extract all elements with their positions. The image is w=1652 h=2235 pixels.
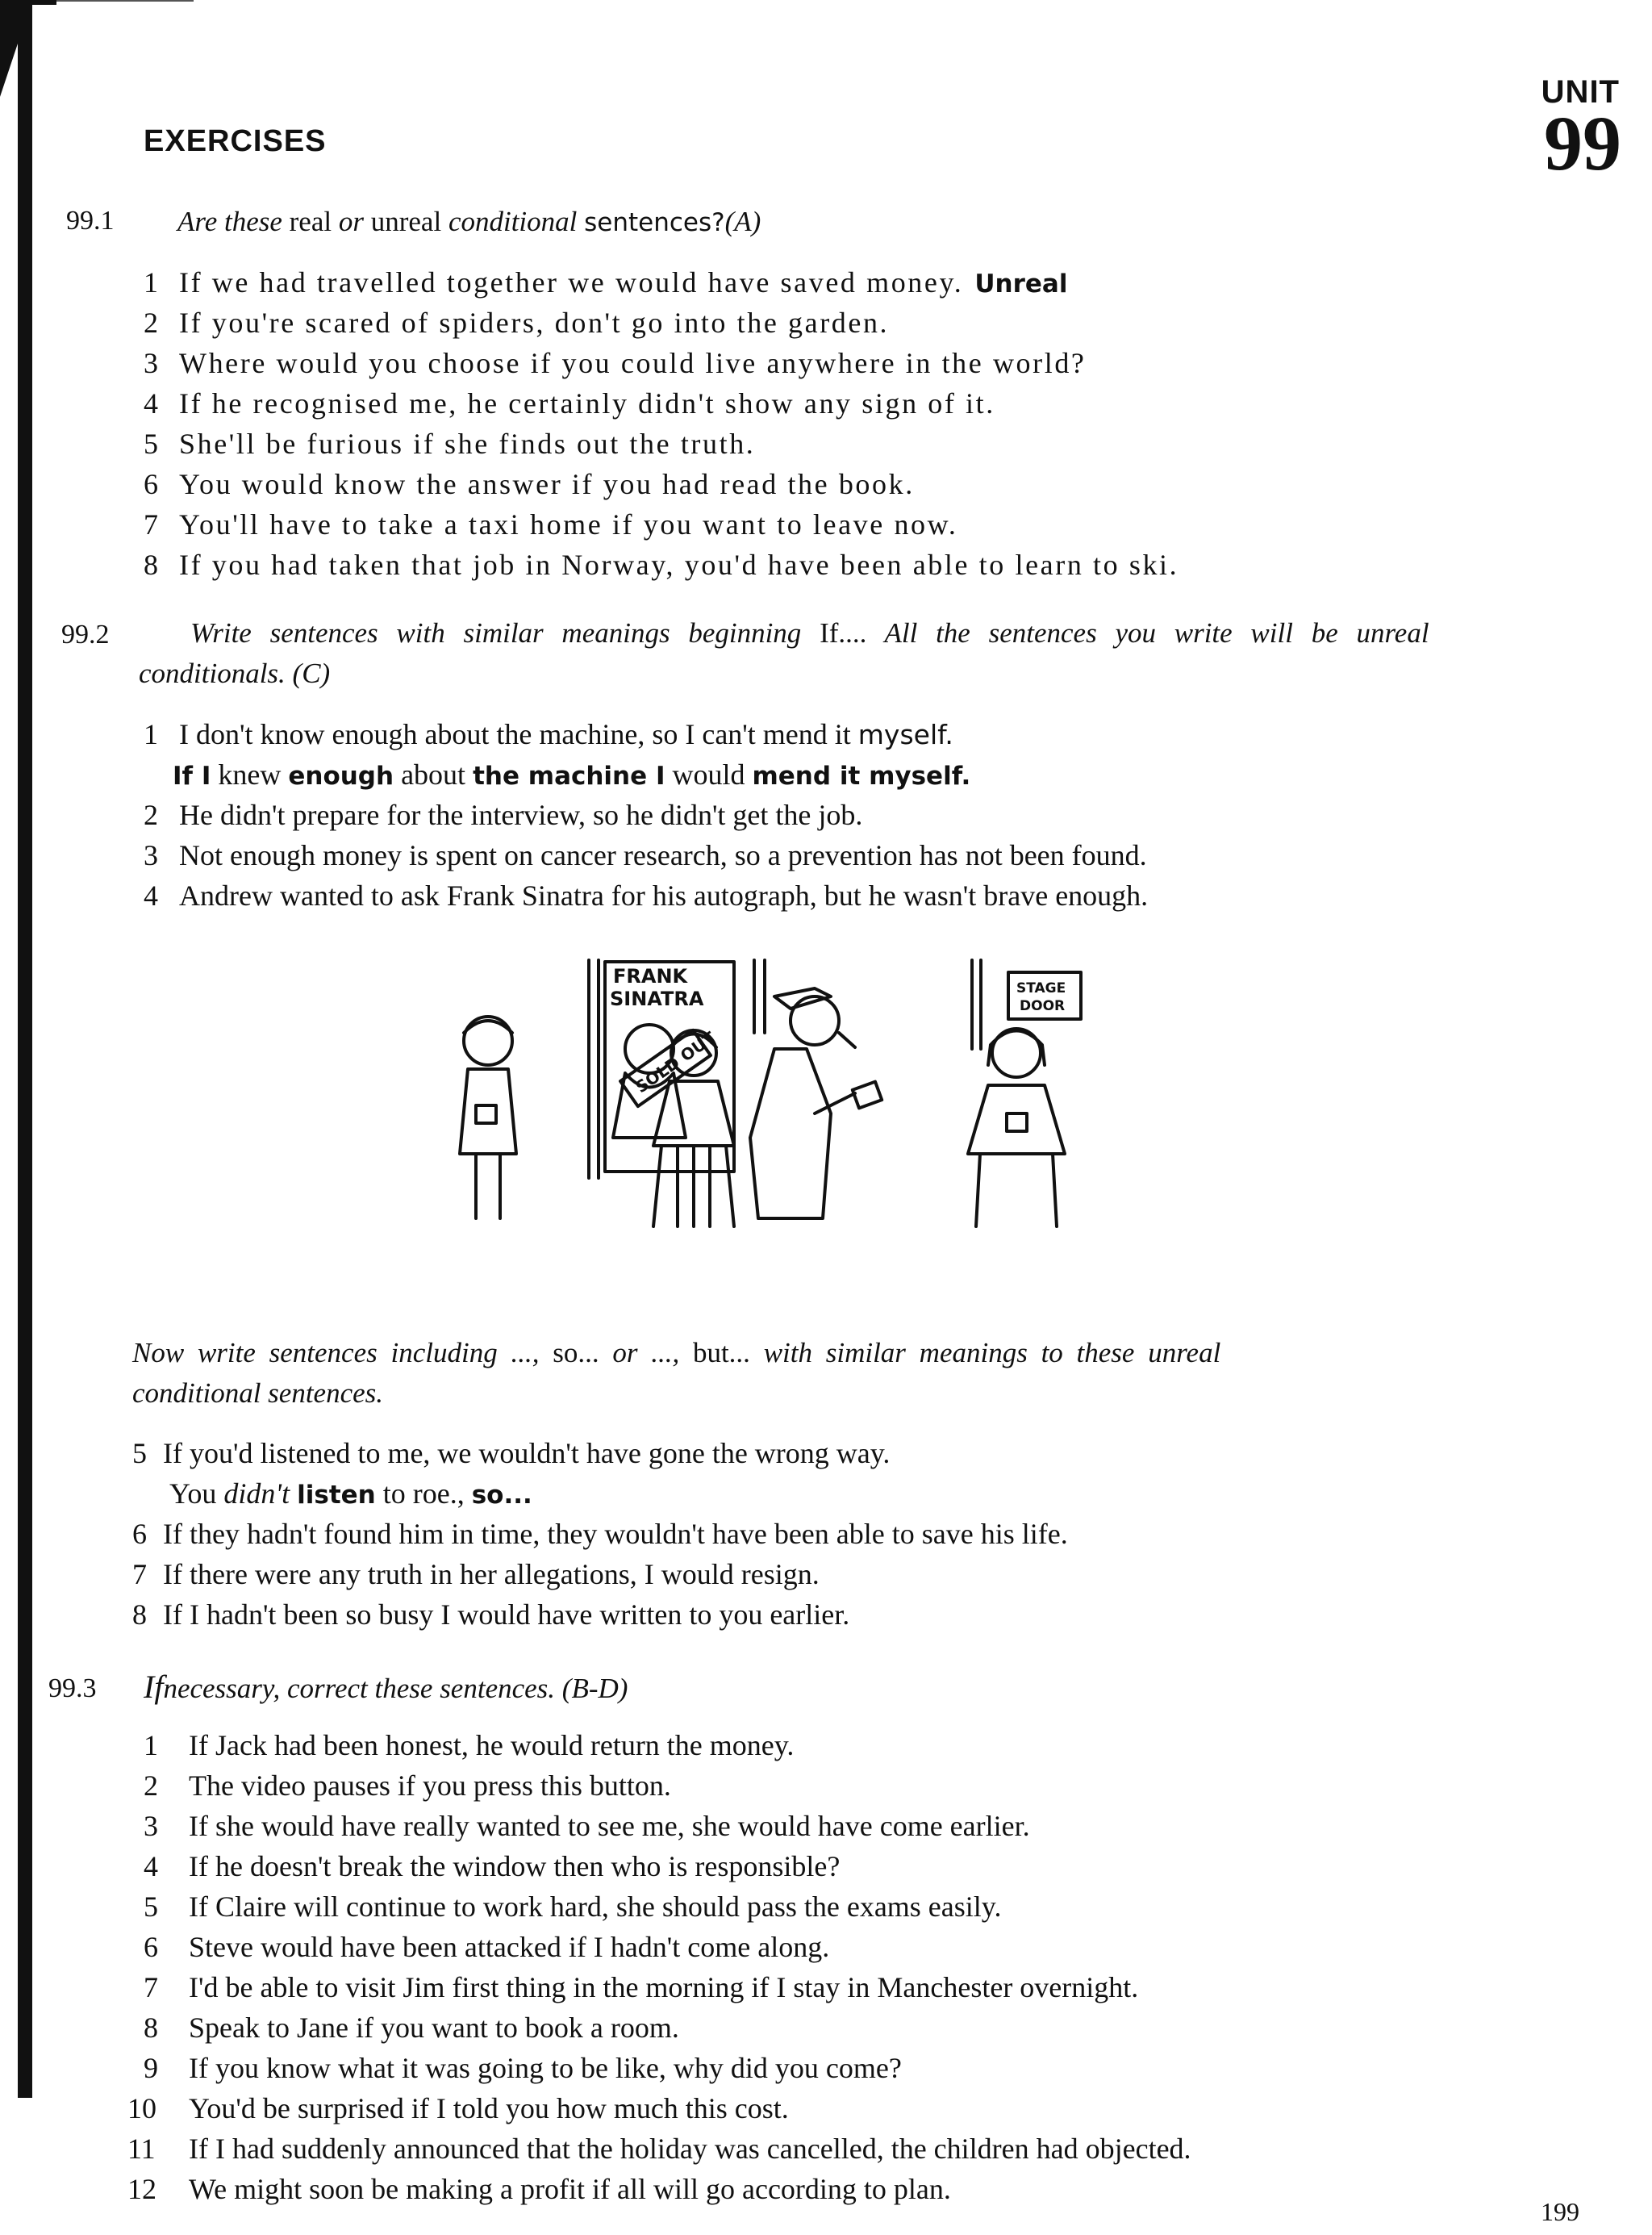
item-number: 1: [144, 1729, 158, 1761]
poster-text-line2: SINATRA: [610, 988, 704, 1010]
item-text: She'll be furious if she finds out the truth.: [179, 428, 756, 460]
page-number: 199: [1541, 2197, 1579, 2226]
item-text: If we had travelled together we would have saved money. Unreal: [179, 266, 1068, 299]
item-text: If you're scared of spiders, don't go into the garden.: [179, 307, 890, 339]
item-number: 11: [127, 2133, 156, 2165]
item-number: 3: [144, 347, 161, 379]
exercise-99-2-instruction-line1: Write sentences with similar meanings beginning If.... All the sentences you write will be unreal: [190, 617, 1429, 649]
poster-text-line1: FRANK: [613, 965, 688, 988]
item-text: If you had taken that job in Norway, you'd have been able to learn to ski.: [179, 549, 1179, 581]
item-text: You'll have to take a taxi home if you want to leave now.: [179, 508, 958, 541]
exercise-99-2-second-instruction-line2: conditional sentences.: [132, 1377, 384, 1409]
item-number: 4: [144, 387, 161, 420]
item-number: 7: [144, 1971, 158, 2003]
exercise-99-2-instruction-line2: conditionals. (C): [139, 658, 331, 689]
item-number: 9: [144, 2052, 158, 2084]
item-text: Speak to Jane if you want to book a room.: [189, 2012, 679, 2044]
item-number: 5: [144, 428, 161, 460]
item-text: You'd be surprised if I told you how much this cost.: [189, 2092, 789, 2124]
item-number: 7: [144, 508, 161, 541]
handwritten-answer: Unreal: [974, 269, 1068, 299]
item-text: If he doesn't break the window then who is responsible?: [189, 1850, 841, 1882]
item-text: If Jack had been honest, he would return the money.: [189, 1729, 795, 1761]
binding-edge-line: [56, 0, 194, 2]
item-number: 10: [127, 2092, 156, 2124]
unit-number: 99: [1544, 100, 1621, 186]
item-number: 8: [144, 2012, 158, 2044]
exercise-number-99-3: 99.3: [48, 1673, 97, 1703]
item-text: You would know the answer if you had read the book.: [179, 468, 915, 500]
item-text: I'd be able to visit Jim first thing in the morning if I stay in Manchester overnight.: [189, 1971, 1139, 2003]
exercise-99-2-second-instruction-line1: Now write sentences including ..., so... or ..., but... with similar meanings to these unreal: [132, 1337, 1221, 1368]
exercise-99-1-instruction: Are these real or unreal conditional sentences?(A): [177, 206, 761, 237]
item-text: We might soon be making a profit if all will go according to plan.: [189, 2173, 951, 2205]
item-number: 6: [144, 468, 161, 500]
item-number: 12: [127, 2173, 156, 2205]
item-number: 8: [144, 549, 161, 581]
item-number: 3: [144, 1810, 158, 1842]
item-text: If she would have really wanted to see me, she would have come earlier.: [189, 1810, 1030, 1842]
binding-edge: [18, 0, 32, 2098]
item-text: If you know what it was going to be like, why did you come?: [189, 2052, 902, 2084]
stage-door-sign-line2: DOOR: [1020, 998, 1066, 1014]
item-text: Steve would have been attacked if I hadn't come along.: [189, 1931, 830, 1963]
item-number: 4: [144, 1850, 158, 1882]
item-text: If he recognised me, he certainly didn't show any sign of it.: [179, 387, 995, 420]
item-text: If Claire will continue to work hard, she should pass the exams easily.: [189, 1890, 1002, 1923]
stage-door-sign-line1: STAGE: [1016, 980, 1066, 996]
item-number: 2: [144, 1769, 158, 1802]
item-text: If I had suddenly announced that the holiday was cancelled, the children had objected.: [189, 2133, 1191, 2165]
item-number: 2: [144, 307, 161, 339]
item-number: 6: [144, 1931, 158, 1963]
item-text: The video pauses if you press this button.: [189, 1769, 671, 1802]
item-number: 5: [144, 1890, 158, 1923]
exercise-99-3-instruction: Ifnecessary, correct these sentences. (B-D): [144, 1669, 628, 1705]
exercises-heading: EXERCISES: [144, 124, 327, 158]
unit-label: UNIT: [1541, 74, 1620, 110]
exercise-number-99-2: 99.2: [61, 620, 110, 650]
exercise-number-99-1: 99.1: [66, 206, 115, 236]
item-number: 1: [144, 266, 161, 299]
sold-out-stamp: SOLD OUT: [632, 1027, 720, 1097]
stage-door-cartoon: [452, 952, 1097, 1251]
item-text: Where would you choose if you could live anywhere in the world?: [179, 347, 1087, 379]
